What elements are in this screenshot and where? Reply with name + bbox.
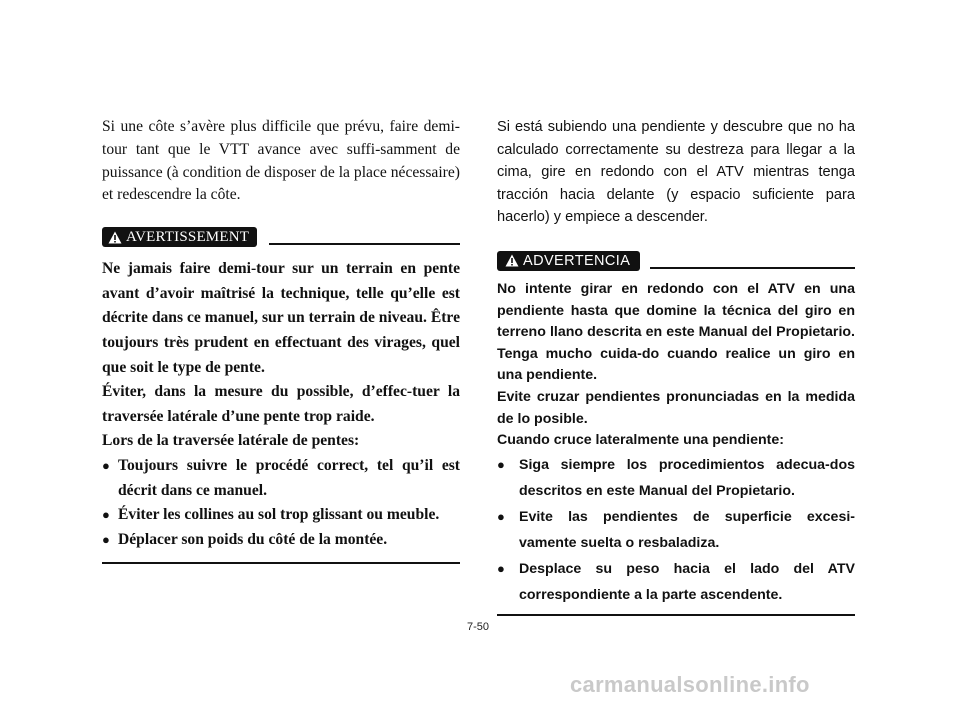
- spanish-bullet-text-3: Desplace su peso hacia el lado del ATV correspondiente a la parte ascendente.: [519, 560, 855, 603]
- spanish-bullet-text-2: Evite las pendientes de superficie excesi-vamente suelta o resbaladiza.: [519, 508, 855, 551]
- french-warning-rule: [269, 243, 460, 245]
- spanish-warning-badge: [497, 251, 640, 271]
- spanish-warning-rule: [650, 267, 855, 269]
- french-bullet-item: [102, 503, 460, 528]
- spanish-bullet-item: [497, 452, 855, 504]
- bullet-dot-icon: ●: [497, 456, 505, 472]
- spanish-column: [497, 116, 855, 616]
- watermark: carmanualsonline.info: [570, 672, 810, 697]
- spanish-end-rule: [497, 614, 855, 616]
- page-number: 7-50: [467, 621, 490, 633]
- spanish-bullet-text-1: Siga siempre los procedimientos adecua-dos descritos en este Manual del Propietario.: [519, 456, 855, 499]
- spanish-warning-header: [497, 249, 855, 271]
- spanish-warning-label: ADVERTENCIA: [523, 252, 631, 269]
- spanish-bullet-item: [497, 504, 855, 556]
- bullet-dot-icon: ●: [102, 531, 110, 547]
- spanish-intro-paragraph: Si está subiendo una pendiente y descubre que no ha calculado correctamente su destreza para llegar a la cima, gire en redondo con el ATV mientras tenga tracción hacia delante (y espacio suficiente para hacerlo) y empiece a descender.: [497, 119, 855, 226]
- french-warning-paragraph-2: Éviter, dans la mesure du possible, d’effec-tuer la traversée latérale d’une pente trop raide.: [102, 383, 460, 425]
- french-warning-label: AVERTISSEMENT: [126, 228, 250, 245]
- warning-triangle-icon: [108, 231, 122, 244]
- spanish-warning-paragraph-1: No intente girar en redondo con el ATV en una pendiente hasta que domine la técnica del giro en terreno llano descrita en este Manual del Propietario. Tenga mucho cuida-do cuando realice un giro en una pendiente.: [497, 280, 855, 384]
- french-warning-paragraph-1: Ne jamais faire demi-tour sur un terrain en pente avant d’avoir maîtrisé la technique, telle qu’elle est décrite dans ce manuel, sur un terrain de niveau. Être toujours très prudent en effectuant des virages, quel que soit le type de pente.: [102, 260, 460, 376]
- french-end-rule: [102, 562, 460, 564]
- bullet-dot-icon: ●: [102, 457, 110, 473]
- french-bullet-text-1: Toujours suivre le procédé correct, tel qu’il est décrit dans ce manuel.: [118, 456, 460, 499]
- french-column: [102, 116, 460, 564]
- french-bullet-item: [102, 528, 460, 553]
- french-bullet-text-2: Éviter les collines au sol trop glissant ou meuble.: [118, 506, 440, 524]
- french-warning-body: [102, 257, 460, 552]
- spanish-bullet-item: [497, 556, 855, 608]
- spanish-warning-body: [497, 279, 855, 608]
- french-warning-header: [102, 225, 460, 247]
- french-bullet-item: [102, 454, 460, 503]
- french-intro-paragraph: Si une côte s’avère plus difficile que prévu, faire demi-tour tant que le VTT avance avec suffi-samment de puissance (à condition de disposer de la place nécessaire) et redescendre la côte.: [102, 118, 460, 204]
- french-warning-badge: [102, 227, 257, 247]
- bullet-dot-icon: ●: [102, 507, 110, 523]
- french-bullet-text-3: Déplacer son poids du côté de la montée.: [118, 530, 388, 548]
- bullet-dot-icon: ●: [497, 560, 505, 576]
- spanish-warning-paragraph-3: Cuando cruce lateralmente una pendiente:: [497, 432, 784, 449]
- warning-triangle-icon: [505, 254, 519, 267]
- bullet-dot-icon: ●: [497, 508, 505, 524]
- spanish-warning-paragraph-2: Evite cruzar pendientes pronunciadas en la medida de lo posible.: [497, 388, 855, 427]
- french-warning-paragraph-3: Lors de la traversée latérale de pentes:: [102, 432, 360, 450]
